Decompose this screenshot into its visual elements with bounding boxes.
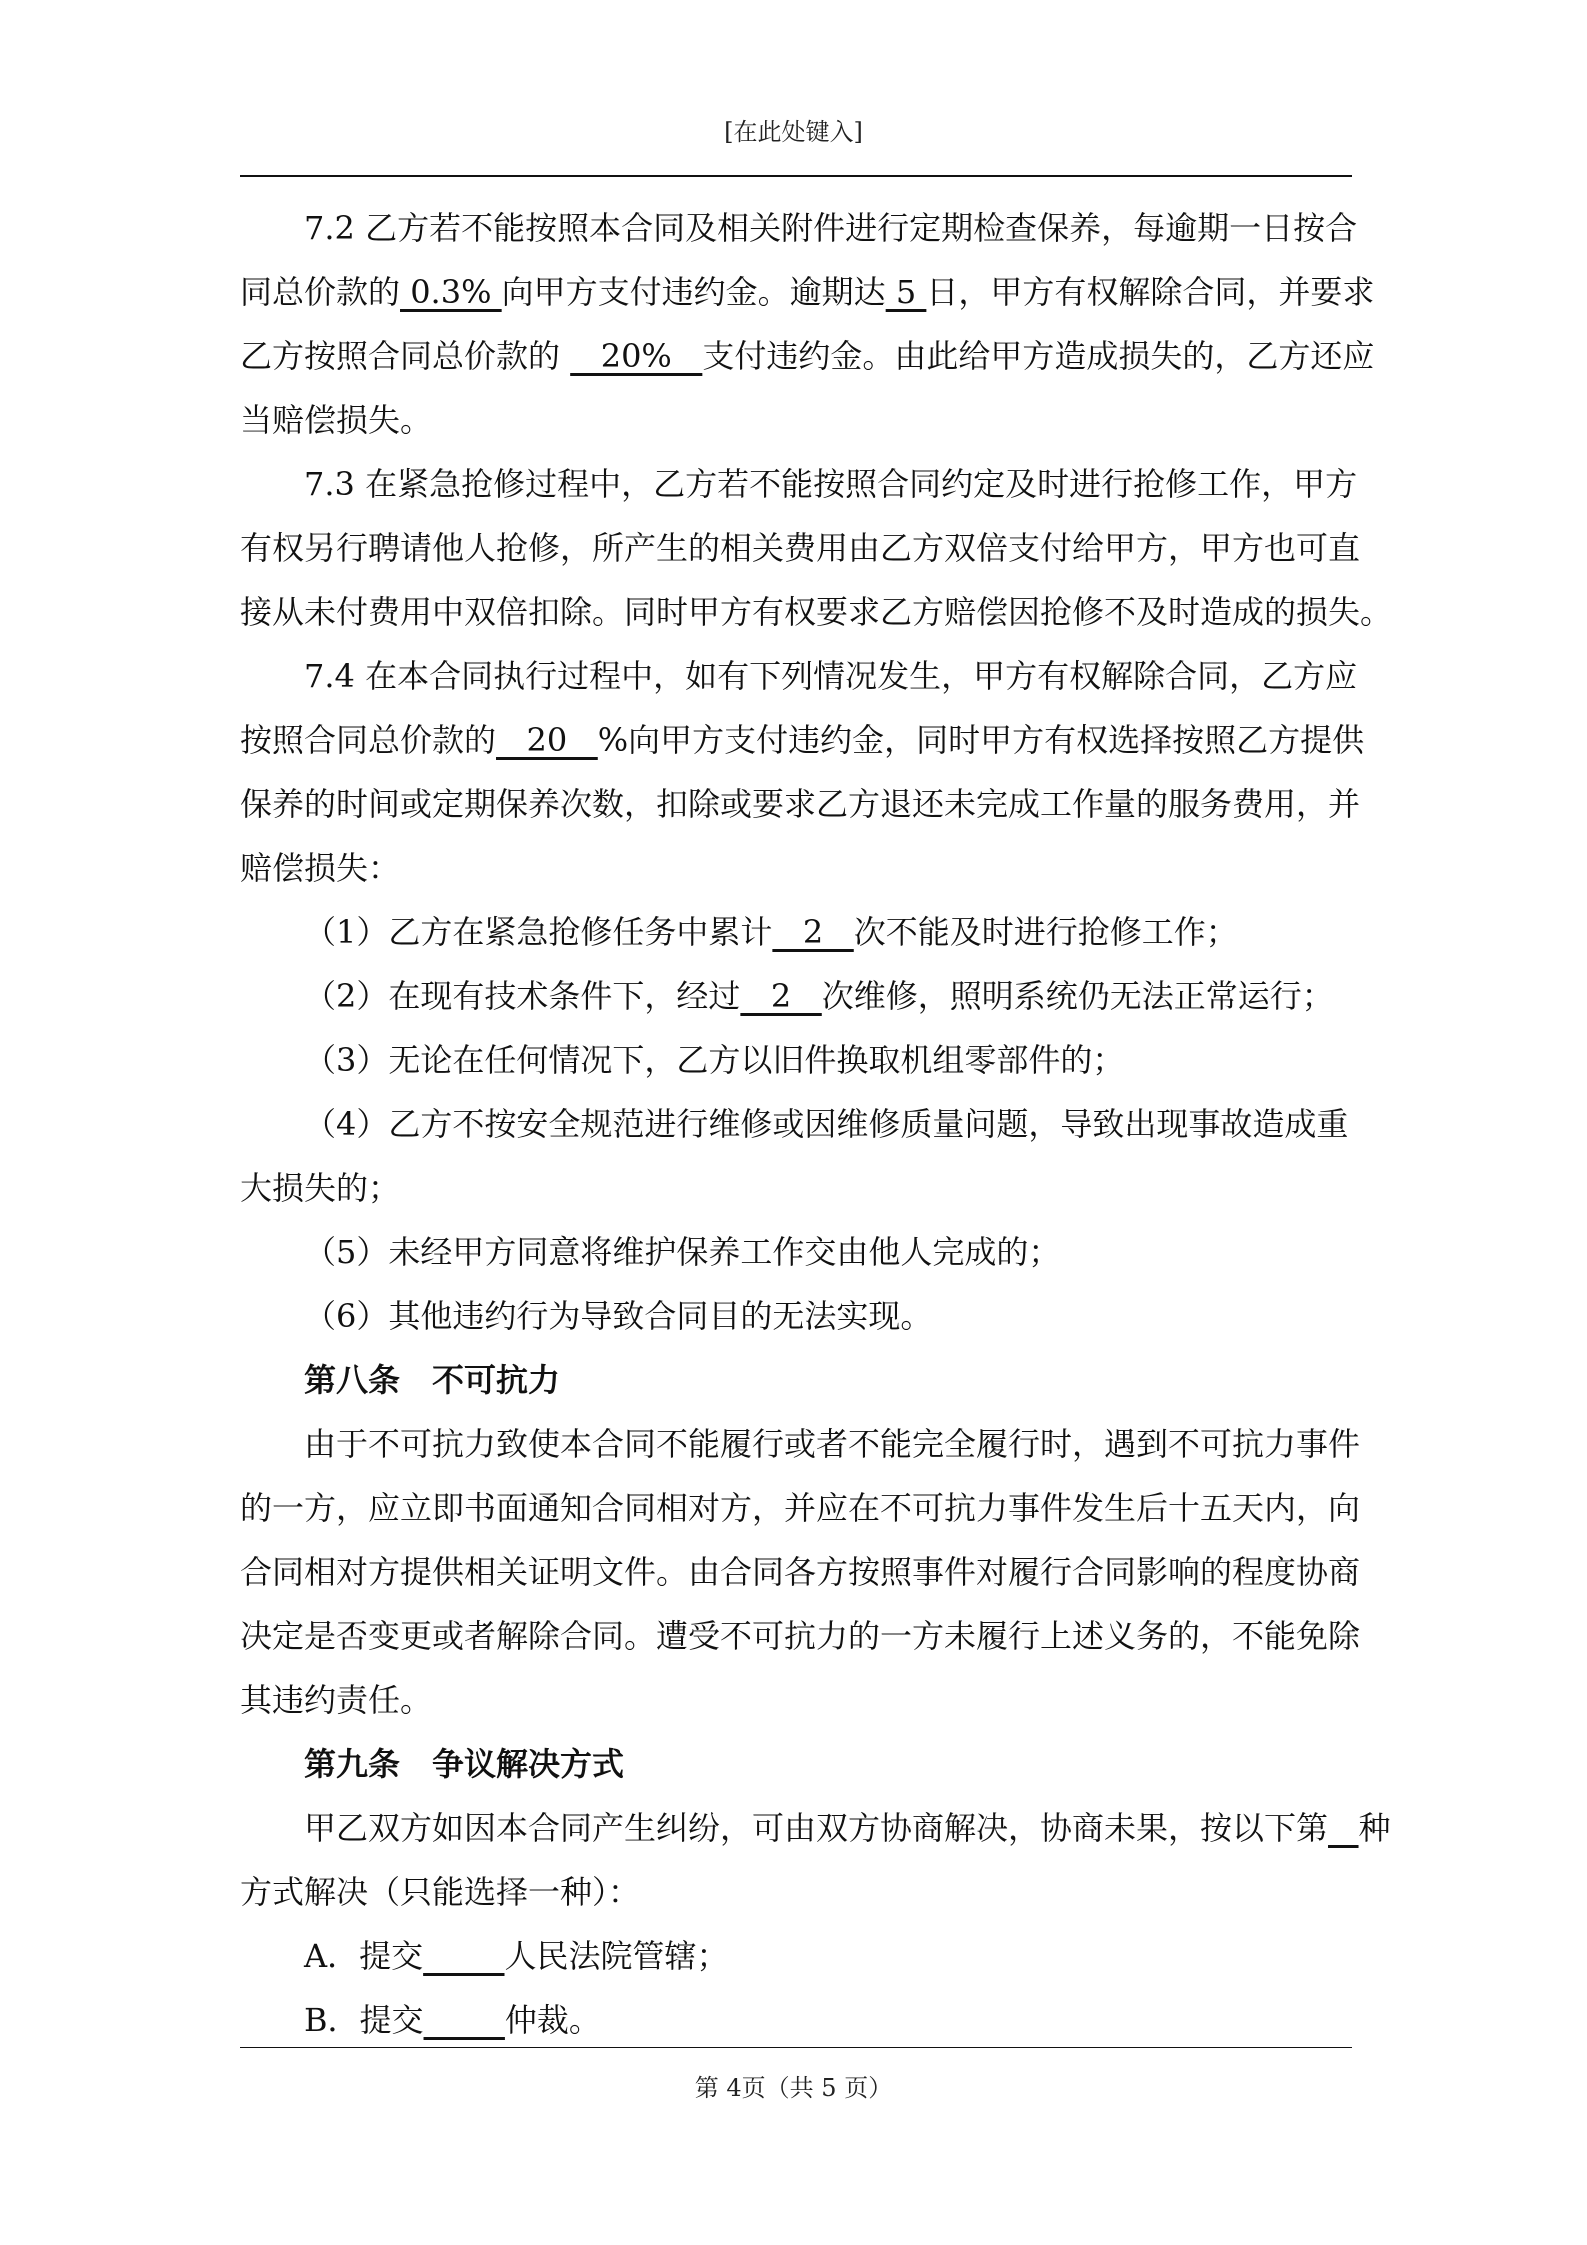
page-footer: 第 4页（共 5 页）	[694, 2074, 893, 2102]
text-run: 乙方按照合同总价款的	[240, 337, 571, 375]
text-run: 保养的时间或定期保养次数，扣除或要求乙方退还未完成工作量的服务费用，并	[240, 785, 1361, 823]
paragraph-line	[240, 260, 1375, 324]
paragraph-line	[240, 1028, 1365, 1092]
paragraph-line	[240, 324, 1375, 388]
paragraph-line	[240, 1924, 1365, 1988]
document-body	[240, 196, 1393, 2052]
text-run: 7.2 乙方若不能按照本合同及相关附件进行定期检查保养，每逾期一日按合	[304, 209, 1358, 247]
paragraph-line	[240, 964, 1365, 1028]
fill-in-blank: 5	[885, 273, 927, 311]
paragraph-line	[240, 1220, 1365, 1284]
text-run: 人民法院管辖；	[504, 1937, 729, 1975]
text-run: （4）乙方不按安全规范进行维修或因维修质量问题，导致出现事故造成重	[304, 1105, 1349, 1143]
paragraph-line	[240, 708, 1365, 772]
text-run: 由于不可抗力致使本合同不能履行或者不能完全履行时，遇到不可抗力事件	[304, 1425, 1361, 1463]
article-heading	[240, 1348, 1365, 1412]
fill-in-blank: 0.3%	[400, 273, 502, 311]
text-run: 按照合同总价款的	[240, 721, 497, 759]
paragraph-line	[240, 580, 1393, 644]
paragraph-line	[240, 388, 1365, 452]
header-rule	[240, 175, 1352, 177]
paragraph-line	[240, 516, 1365, 580]
text-run: 当赔偿损失。	[240, 401, 433, 439]
text-run: （2）在现有技术条件下，经过	[304, 977, 741, 1015]
text-run: （1）乙方在紧急抢修任务中累计	[304, 913, 773, 951]
text-run: 合同相对方提供相关证明文件。由合同各方按照事件对履行合同影响的程度协商	[240, 1553, 1361, 1591]
paragraph-line	[240, 836, 1365, 900]
fill-in-blank	[1328, 1809, 1359, 1847]
text-run: 大损失的；	[240, 1169, 401, 1207]
text-run: 决定是否变更或者解除合同。遭受不可抗力的一方未履行上述义务的，不能免除	[240, 1617, 1361, 1655]
fill-in-blank	[424, 2001, 505, 2039]
text-run: 方式解决（只能选择一种）：	[240, 1873, 641, 1911]
text-run: 向甲方支付违约金。逾期达	[501, 273, 886, 311]
text-run: （6）其他违约行为导致合同目的无法实现。	[304, 1297, 933, 1335]
paragraph-line	[240, 1860, 1365, 1924]
text-run: 同总价款的	[240, 273, 401, 311]
paragraph-line	[240, 1156, 1365, 1220]
text-run: 次维修，照明系统仍无法正常运行；	[821, 977, 1334, 1015]
text-run: 赔偿损失：	[240, 849, 401, 887]
fill-in-blank: 20%	[570, 337, 703, 375]
paragraph-line	[240, 1604, 1365, 1668]
paragraph-line	[240, 1540, 1365, 1604]
text-run: 7.4 在本合同执行过程中，如有下列情况发生，甲方有权解除合同，乙方应	[304, 657, 1358, 695]
paragraph-line	[240, 452, 1365, 516]
paragraph-line	[240, 772, 1365, 836]
paragraph-line	[240, 1668, 1365, 1732]
paragraph-line	[240, 1476, 1365, 1540]
paragraph-line	[240, 900, 1365, 964]
text-run: 种	[1358, 1809, 1391, 1847]
fill-in-blank: 2	[772, 913, 854, 951]
page-header: [在此处键入]	[724, 118, 863, 146]
text-run: 的一方，应立即书面通知合同相对方，并应在不可抗力事件发生后十五天内，向	[240, 1489, 1361, 1527]
text-run: 7.3 在紧急抢修过程中，乙方若不能按照合同约定及时进行抢修工作，甲方	[304, 465, 1358, 503]
footer-rule	[240, 2047, 1352, 2048]
text-run: 接从未付费用中双倍扣除。同时甲方有权要求乙方赔偿因抢修不及时造成的损失。	[240, 593, 1393, 631]
paragraph-line	[240, 196, 1365, 260]
paragraph-line	[240, 1412, 1365, 1476]
text-run: 次不能及时进行抢修工作；	[853, 913, 1238, 951]
text-run: 日，甲方有权解除合同，并要求	[926, 273, 1375, 311]
fill-in-blank	[423, 1937, 504, 1975]
text-run: 第九条 争议解决方式	[304, 1745, 625, 1783]
text-run: 仲裁。	[504, 2001, 601, 2039]
text-run: 有权另行聘请他人抢修，所产生的相关费用由乙方双倍支付给甲方，甲方也可直	[240, 529, 1361, 567]
article-heading	[240, 1732, 1365, 1796]
paragraph-line	[240, 644, 1365, 708]
text-run: B．提交	[304, 2001, 424, 2039]
text-run: %向甲方支付违约金，同时甲方有权选择按照乙方提供	[597, 721, 1365, 759]
fill-in-blank: 20	[496, 721, 598, 759]
text-run: （3）无论在任何情况下，乙方以旧件换取机组零部件的；	[304, 1041, 1125, 1079]
paragraph-line	[240, 1796, 1391, 1860]
fill-in-blank: 2	[740, 977, 822, 1015]
text-run: 甲乙双方如因本合同产生纠纷，可由双方协商解决，协商未果，按以下第	[304, 1809, 1329, 1847]
text-run: 支付违约金。由此给甲方造成损失的，乙方还应	[702, 337, 1375, 375]
paragraph-line	[240, 1092, 1365, 1156]
paragraph-line	[240, 1988, 1365, 2052]
text-run: 其违约责任。	[240, 1681, 433, 1719]
paragraph-line	[240, 1284, 1365, 1348]
text-run: 第八条 不可抗力	[304, 1361, 561, 1399]
text-run: （5）未经甲方同意将维护保养工作交由他人完成的；	[304, 1233, 1061, 1271]
text-run: A．提交	[304, 1937, 424, 1975]
